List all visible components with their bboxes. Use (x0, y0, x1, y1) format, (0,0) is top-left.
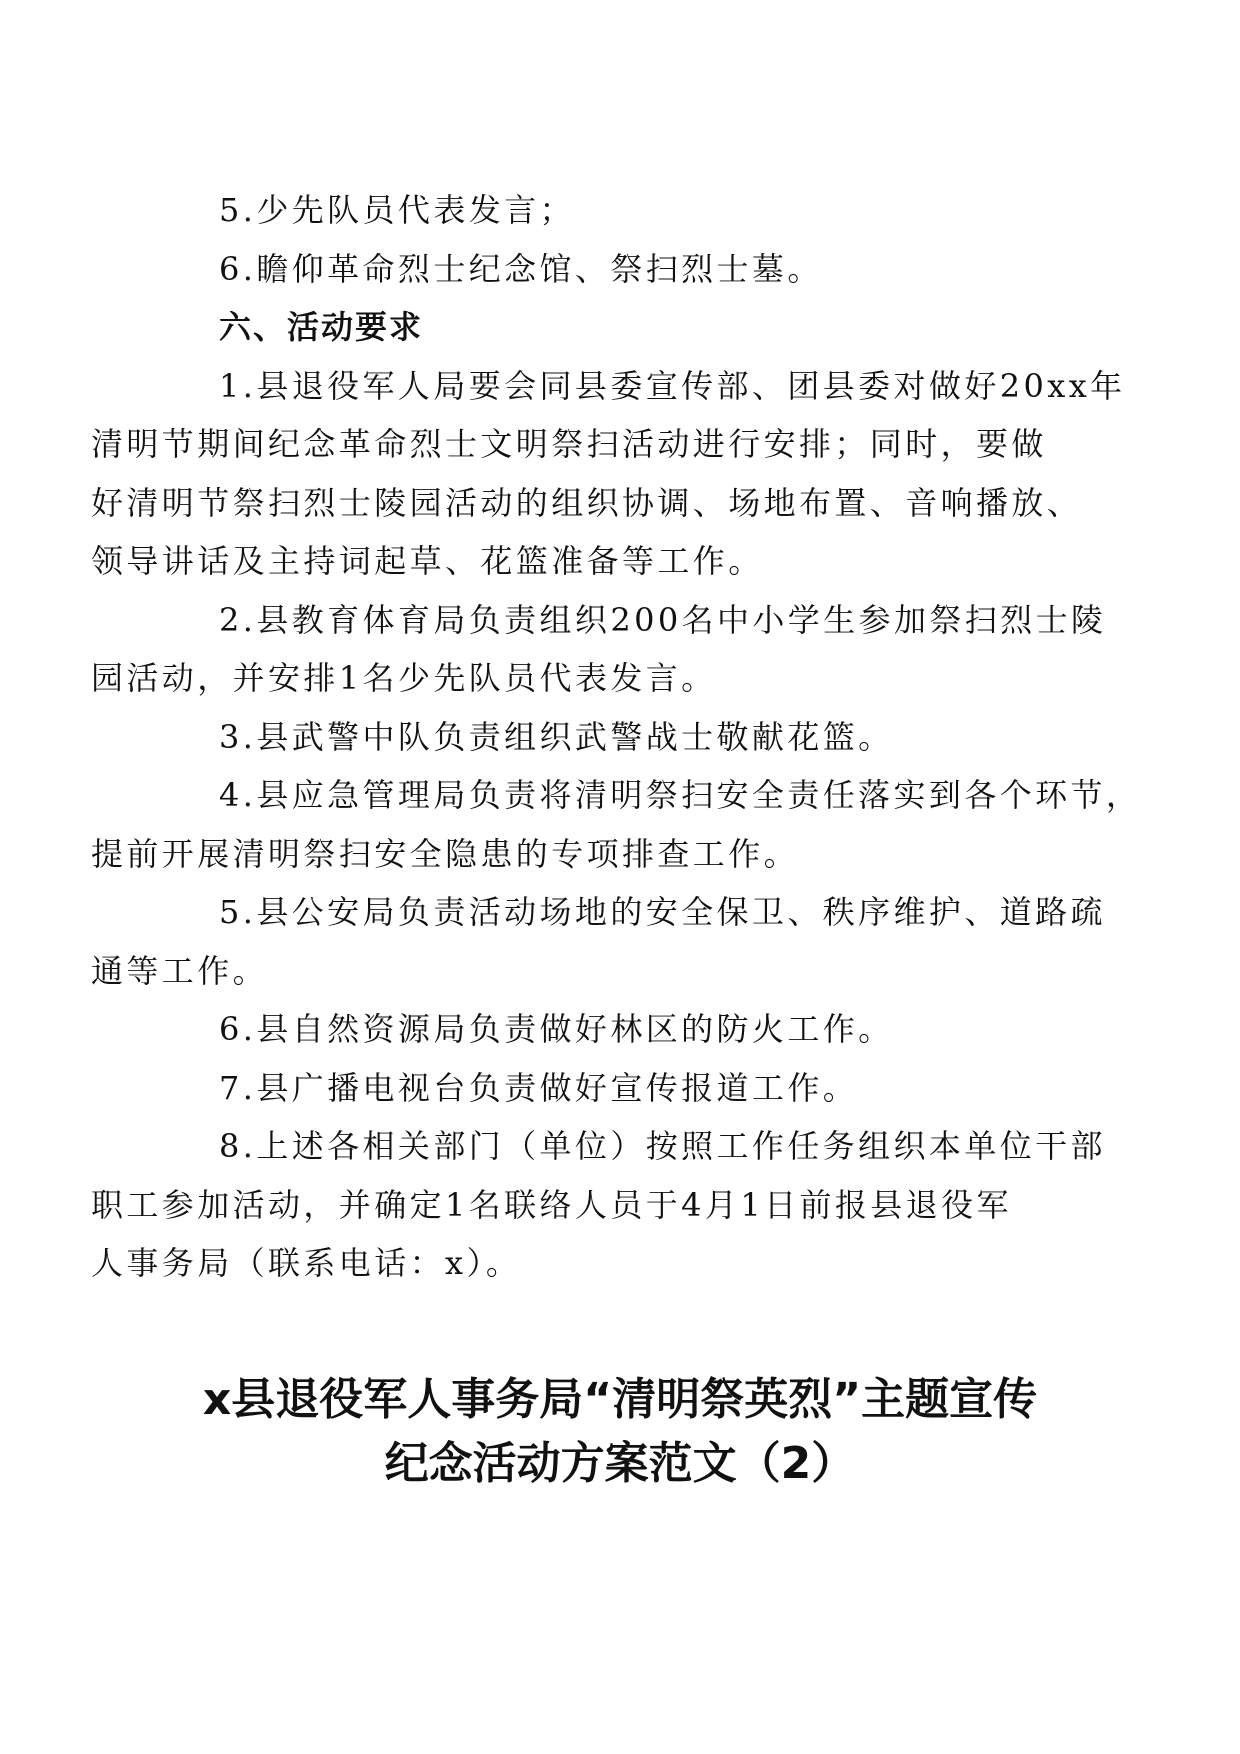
text-line: 人事务局（联系电话：x）。 (91, 1244, 522, 1282)
list-item (155, 240, 1085, 299)
text-line: 5.少先队员代表发言； (219, 191, 575, 229)
text-line: 好清明节祭扫烈士陵园活动的组织协调、场地布置、音响播放、 (91, 483, 1083, 522)
requirement-3 (155, 708, 1085, 767)
text-line: 园活动，并安排1名少先队员代表发言。 (91, 659, 717, 697)
requirement-8 (91, 1117, 1106, 1293)
requirement-2 (91, 591, 1107, 708)
section-heading (155, 298, 1085, 357)
document-body (91, 181, 1142, 1293)
text-line: 领导讲话及主持词起草、花篮准备等工作。 (91, 542, 764, 580)
text-line: 7.县广播电视台负责做好宣传报道工作。 (219, 1068, 859, 1107)
text-line: 提前开展清明祭扫安全隐患的专项排查工作。 (91, 834, 800, 873)
text-line: 通等工作。 (91, 951, 269, 990)
text-line: 3.县武警中队负责组织武警战士敬献花篮。 (219, 717, 894, 756)
text-line: 8.上述各相关部门（单位）按照工作任务组织本单位干部 (219, 1127, 1106, 1165)
text-line: 2.县教育体育局负责组织200名中小学生参加祭扫烈士陵 (219, 600, 1107, 639)
text-line: 6.县自然资源局负责做好林区的防火工作。 (219, 1010, 894, 1048)
text-line: 1.县退役军人局要会同县委宣传部、团县委对做好20xx年 (219, 366, 1126, 405)
next-document-title (100, 1368, 1140, 1496)
text-line: 5.县公安局负责活动场地的安全保卫、秩序维护、道路疏 (219, 893, 1106, 931)
list-item (155, 181, 1085, 240)
text-line: 清明节期间纪念革命烈士文明祭扫活动进行安排；同时，要做 (91, 425, 1047, 463)
requirement-4 (91, 766, 1142, 883)
title-line: 纪念活动方案范文（2） (384, 1438, 856, 1489)
requirement-1 (91, 357, 1126, 591)
requirement-5 (91, 883, 1106, 1000)
requirement-6 (155, 1000, 1085, 1059)
text-line: 六、活动要求 (219, 308, 424, 346)
text-line: 4.县应急管理局负责将清明祭扫安全责任落实到各个环节， (219, 776, 1142, 814)
title-line: x县退役军人事务局“清明祭英烈”主题宣传 (202, 1374, 1038, 1425)
text-line: 6.瞻仰革命烈士纪念馆、祭扫烈士墓。 (219, 249, 823, 288)
text-line: 职工参加活动，并确定1名联络人员于4月1日前报县退役军 (91, 1185, 1012, 1224)
requirement-7 (155, 1059, 1085, 1118)
